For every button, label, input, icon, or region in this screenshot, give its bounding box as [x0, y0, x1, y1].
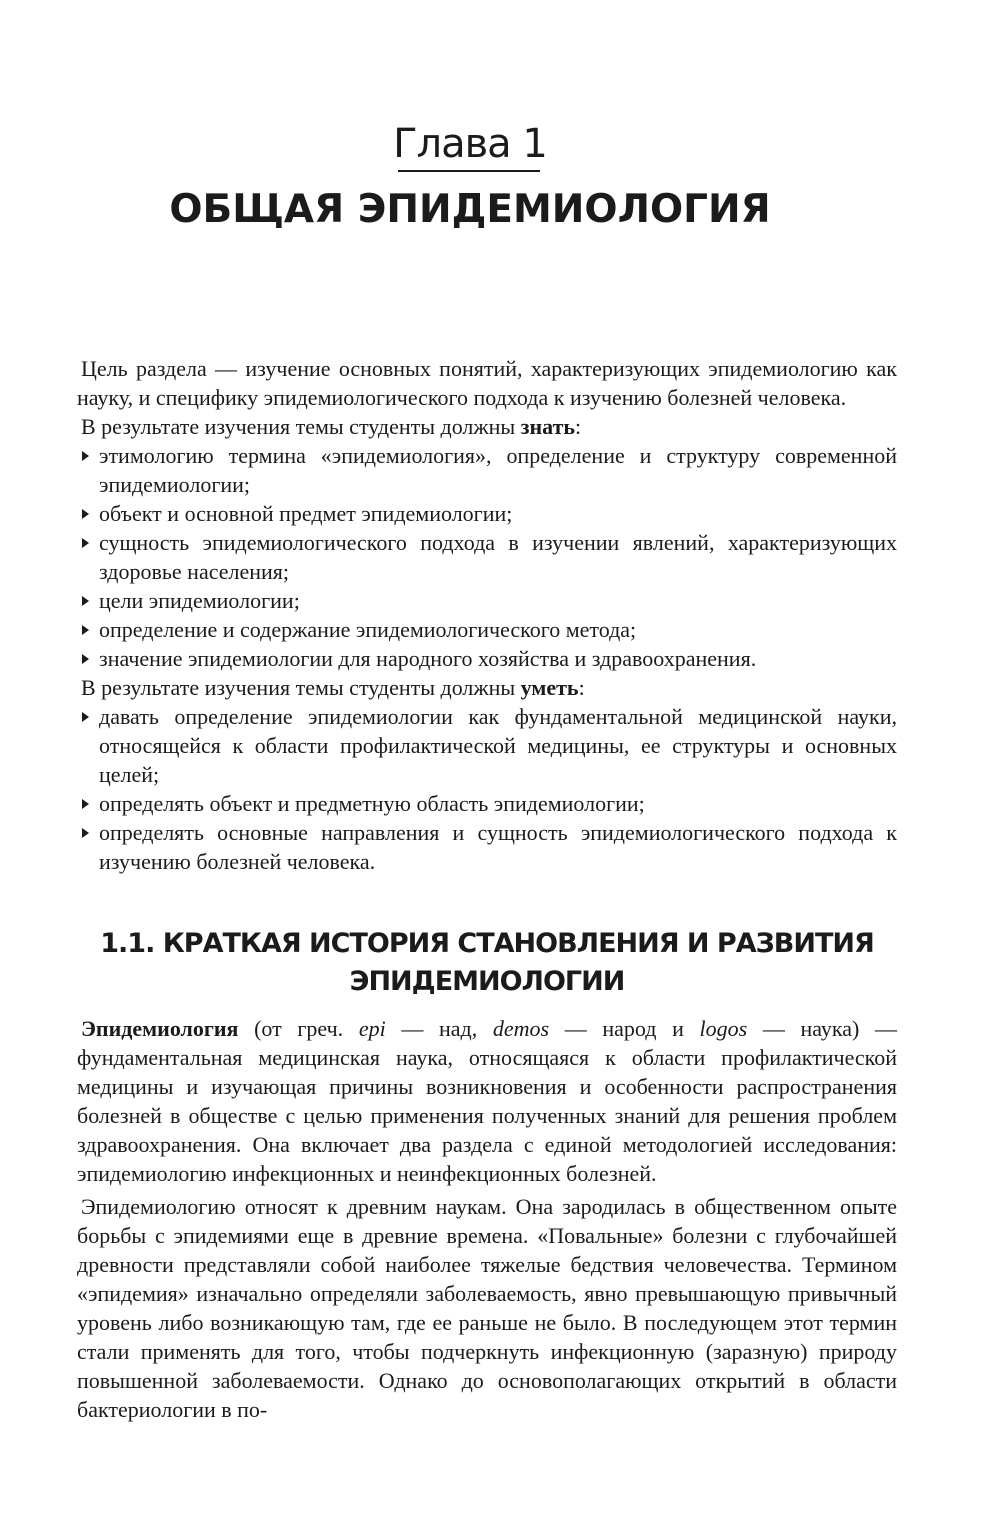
list-item — [77, 441, 897, 499]
section-heading — [77, 925, 897, 1001]
chapter-title: ОБЩАЯ ЭПИДЕМИОЛОГИЯ — [169, 187, 771, 232]
triangle-bullet-icon — [82, 654, 89, 664]
chapter-label: Глава 1 — [393, 121, 547, 167]
can-keyword: уметь — [520, 675, 579, 700]
list-item — [77, 586, 897, 615]
list-item-text: давать определение эпидемиологии как фундаментальной медицинской науки, относящейся к области профилактической медицины, ее структуры и основных целей; — [99, 704, 897, 787]
chapter-intro — [77, 354, 897, 876]
paragraph-text: (от греч. — [238, 1016, 359, 1041]
triangle-bullet-icon — [82, 451, 89, 461]
triangle-bullet-icon — [82, 509, 89, 519]
history-paragraph: Эпидемиологию относят к древним наукам. Она зародилась в общественном опыте борьбы с эпидемиями еще в древние времена. «Повальные» болезни с глубочайшей древности представляли собой наиболее тяжелые бедствия человечества. Термином «эпидемия» изначально определяли заболеваемость, явно превышающую привычный уровень либо возникающую там, где ее раньше не было. В последующем этот термин стали применять для того, чтобы подчеркнуть инфекционную (заразную) природу повышенной заболеваемости. Однако до основополагающих открытий в области бактериологии в по- — [77, 1194, 897, 1422]
can-colon: : — [578, 675, 585, 700]
triangle-bullet-icon — [82, 625, 89, 635]
list-item-text: определять объект и предметную область эпидемиологии; — [99, 791, 645, 816]
know-colon: : — [575, 414, 582, 439]
paragraph-text: — народ и — [549, 1016, 700, 1041]
know-lead: В результате изучения темы студенты должны — [81, 414, 521, 439]
list-item-text: этимологию термина «эпидемиология», определение и структуру современной эпидемиологии; — [99, 443, 897, 497]
section-body — [77, 1014, 897, 1424]
section-goal: Цель раздела — изучение основных понятий, характеризующих эпидемиологию как науку, и специфику эпидемиологического подхода к изучению болезней человека. — [77, 356, 897, 410]
can-lead: В результате изучения темы студенты должны — [81, 675, 521, 700]
section-heading-line: ЭПИДЕМИОЛОГИИ — [349, 966, 625, 997]
paragraph-text: — наука) — фундаментальная медицинская наука, относящаяся к области профилактической медицины и изучающая причины возникновения и особенности распространения болезней в обществе с целью применения полученных знаний для решения проблем здравоохранения. Она включает два раздела с единой методологией исследования: эпидемиологию инфекционных и неинфекционных болезней. — [77, 1016, 898, 1186]
know-keyword: знать — [520, 414, 576, 439]
list-item-text: определение и содержание эпидемиологического метода; — [99, 617, 637, 642]
etymology-word: logos — [699, 1016, 748, 1041]
know-lead-paragraph — [77, 412, 897, 441]
can-lead-paragraph — [77, 673, 897, 702]
triangle-bullet-icon — [82, 828, 89, 838]
list-item-text: цели эпидемиологии; — [99, 588, 300, 613]
list-item — [77, 528, 897, 586]
definition-paragraph — [77, 1014, 897, 1188]
list-item — [77, 499, 897, 528]
list-item — [77, 644, 897, 673]
triangle-bullet-icon — [82, 538, 89, 548]
defined-term: Эпидемиология — [81, 1016, 239, 1041]
triangle-bullet-icon — [82, 799, 89, 809]
can-list — [77, 702, 897, 876]
etymology-word: epi — [358, 1016, 386, 1041]
list-item-text: определять основные направления и сущность эпидемиологического подхода к изучению болезней человека. — [99, 820, 897, 874]
list-item — [77, 702, 897, 789]
list-item — [77, 789, 897, 818]
list-item-text: сущность эпидемиологического подхода в изучении явлений, характеризующих здоровье населения; — [99, 530, 897, 584]
triangle-bullet-icon — [82, 712, 89, 722]
section-heading-line: 1.1. КРАТКАЯ ИСТОРИЯ СТАНОВЛЕНИЯ И РАЗВИТИЯ — [100, 928, 874, 959]
paragraph-text: — над, — [385, 1016, 493, 1041]
list-item-text: объект и основной предмет эпидемиологии; — [99, 501, 513, 526]
triangle-bullet-icon — [82, 596, 89, 606]
know-list — [77, 441, 897, 673]
list-item — [77, 818, 897, 876]
etymology-word: demos — [492, 1016, 550, 1041]
list-item — [77, 615, 897, 644]
chapter-divider — [398, 170, 540, 172]
list-item-text: значение эпидемиологии для народного хозяйства и здравоохранения. — [99, 646, 757, 671]
